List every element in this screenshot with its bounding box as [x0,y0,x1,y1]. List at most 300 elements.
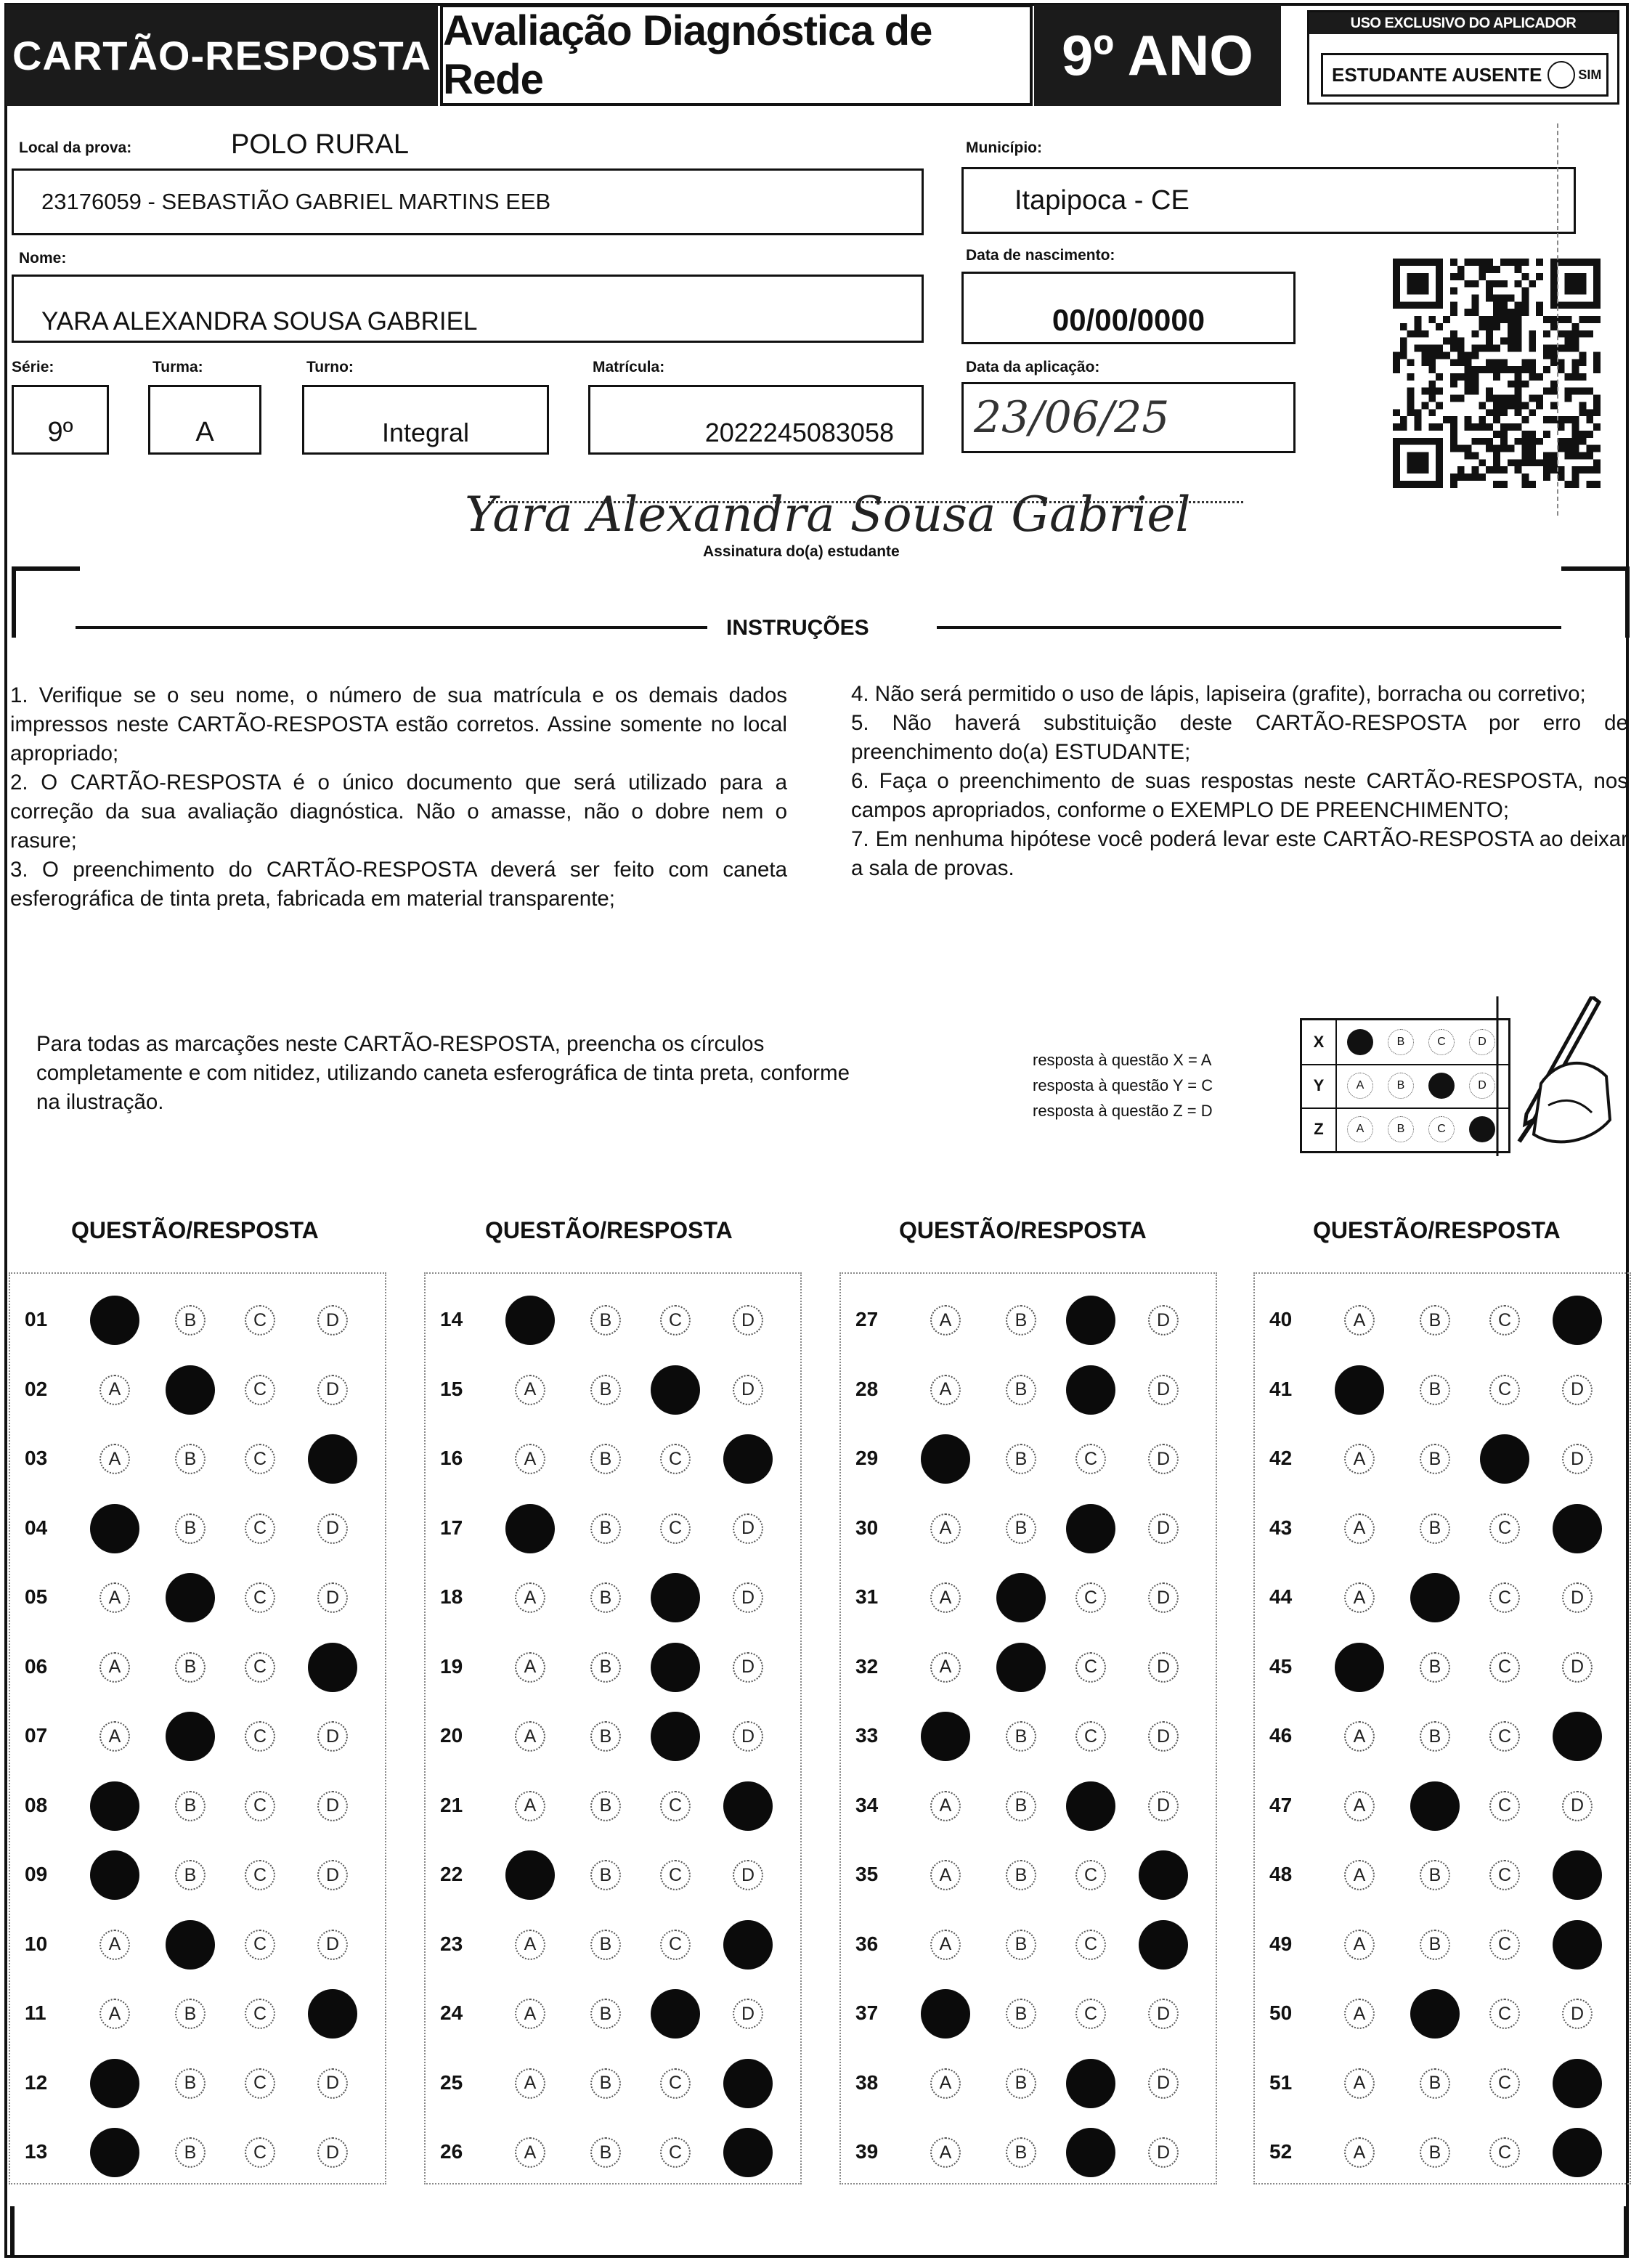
answer-bubble-b[interactable]: B [1420,2137,1450,2168]
answer-bubble-b[interactable]: B [175,2068,206,2099]
answer-bubble-d[interactable]: D [1148,1999,1179,2029]
answer-bubble-d[interactable]: D [1148,1791,1179,1821]
nascimento-label: Data de nascimento: [966,247,1115,264]
answer-bubble-a[interactable]: A [99,1652,130,1683]
answer-bubble-d[interactable]: D [733,1721,763,1752]
question-number: 49 [1269,1932,1293,1955]
instructions-right-column [851,680,1628,883]
question-number: 29 [855,1447,879,1469]
answer-bubble-c[interactable]: C [660,2137,691,2168]
answer-bubble-b[interactable]: B [590,1444,621,1474]
answer-bubble-c[interactable]: C [245,1375,275,1405]
question-number: 25 [440,2070,463,2094]
answer-bubble-d[interactable]: D [317,1860,348,1890]
question-number: 36 [855,1932,879,1955]
answer-bubble-a[interactable]: A [930,2137,961,2168]
answer-bubble-c[interactable] [1066,1296,1115,1345]
answer-bubble-b[interactable]: B [590,1721,621,1752]
answer-bubble-d[interactable]: D [317,2137,348,2168]
answer-bubble-d[interactable]: D [1148,2137,1179,2168]
answer-bubble-c[interactable]: C [1075,1444,1106,1474]
answer-bubble-b[interactable]: B [1420,1721,1450,1752]
example-question-label: Z [1302,1107,1337,1151]
question-number: 51 [1269,2070,1293,2094]
answer-bubble-c[interactable]: C [660,1305,691,1336]
answer-bubble-b[interactable]: B [175,1999,206,2029]
answer-bubble-b[interactable]: B [175,1860,206,1890]
municipio-field [961,167,1576,234]
answer-bubble-a[interactable]: A [930,2068,961,2099]
answer-bubble-c[interactable]: C [245,1999,275,2029]
signature-label: Assinatura do(a) estudante [703,543,900,560]
question-number: 19 [440,1654,463,1678]
answer-bubble-a[interactable] [90,2128,139,2177]
answer-bubble-b[interactable]: B [1006,1305,1036,1336]
question-number: 13 [25,2140,48,2163]
local-value: POLO RURAL [231,129,409,160]
question-number: 37 [855,2001,879,2024]
answer-bubble-a[interactable]: A [1344,1721,1375,1752]
answer-bubble-b[interactable]: B [175,1513,206,1544]
answer-bubble-c[interactable] [651,1573,700,1622]
answer-bubble-b[interactable] [166,1712,215,1761]
answer-bubble-d[interactable] [308,1989,357,2039]
answer-bubble-b[interactable]: B [1420,1652,1450,1683]
answer-bubble-a[interactable]: A [515,1582,545,1613]
answer-bubble-c[interactable]: C [1075,1721,1106,1752]
answer-bubble-d[interactable]: D [1562,1582,1593,1613]
answer-bubble-a[interactable] [90,1296,139,1345]
example-bubble-c: C [1428,1116,1455,1142]
question-number: 12 [25,2070,48,2094]
answer-bubble-a[interactable]: A [515,1652,545,1683]
answer-bubble-b[interactable]: B [1006,1999,1036,2029]
example-row [1302,1064,1508,1109]
answer-bubble-b[interactable] [1410,1781,1460,1831]
matricula-label: Matrícula: [593,359,665,375]
answer-bubble-d[interactable]: D [1148,1305,1179,1336]
answer-bubble-d[interactable]: D [1148,1582,1179,1613]
answer-bubble-c[interactable]: C [245,1305,275,1336]
answer-bubble-b[interactable]: B [590,2068,621,2099]
answer-bubble-b[interactable]: B [1420,1513,1450,1544]
answer-bubble-a[interactable]: A [99,1721,130,1752]
answer-bubble-b[interactable]: B [175,2137,206,2168]
serie-field [12,385,109,455]
answer-bubble-a[interactable]: A [515,1791,545,1821]
answer-bubble-a[interactable] [921,1434,970,1484]
answer-bubble-b[interactable]: B [1006,1860,1036,1890]
answer-bubble-d[interactable] [1553,1850,1602,1900]
answer-bubble-c[interactable] [651,1989,700,2039]
answer-bubble-b[interactable]: B [590,2137,621,2168]
example-line: resposta à questão Y = C [1033,1076,1213,1094]
question-number: 14 [440,1308,463,1330]
school-value: 23176059 - SEBASTIÃO GABRIEL MARTINS EEB [41,189,551,214]
answer-bubble-b[interactable]: B [1006,1444,1036,1474]
example-bubble-a: A [1347,1116,1373,1142]
answer-bubble-a[interactable] [921,1989,970,2039]
answer-bubble-d[interactable]: D [1148,2068,1179,2099]
answer-bubble-c[interactable]: C [1489,2137,1520,2168]
answer-bubble-d[interactable] [1553,2059,1602,2108]
answer-bubble-d[interactable] [723,2059,773,2108]
answer-bubble-c[interactable]: C [1489,1582,1520,1613]
answer-bubble-b[interactable] [166,1920,215,1970]
question-number: 23 [440,1932,463,1955]
instruction-item: 6. Faça o preenchimento de suas respostas neste CARTÃO-RESPOSTA, nos campos apropriados, conforme o EXEMPLO DE PREENCHIMENTO; [851,769,1628,822]
answer-bubble-b[interactable]: B [1006,1930,1036,1960]
answer-bubble-a[interactable] [90,1850,139,1900]
answer-bubble-c[interactable] [1480,1434,1529,1484]
answer-bubble-d[interactable]: D [733,1999,763,2029]
answer-bubble-b[interactable]: B [1420,1860,1450,1890]
instruction-item: 2. O CARTÃO-RESPOSTA é o único documento que será utilizado para a correção da sua avaliação diagnóstica. Não o amasse, não o dobre nem o rasure; [10,771,787,853]
question-number: 46 [1269,1724,1293,1747]
answer-bubble-a[interactable]: A [515,2137,545,2168]
question-number: 02 [25,1377,48,1400]
local-label: Local da prova: [19,139,132,156]
answer-bubble-d[interactable]: D [317,1513,348,1544]
column-header-3: QUESTÃO/RESPOSTA [899,1217,1147,1243]
aplicacao-value: 23/06/25 [974,392,1170,443]
question-number: 38 [855,2070,879,2094]
answer-bubble-a[interactable]: A [1344,2068,1375,2099]
answer-bubble-d[interactable]: D [317,1582,348,1613]
answer-bubble-c[interactable] [1066,2128,1115,2177]
instruction-item: 5. Não haverá substituição deste CARTÃO-RESPOSTA por erro de preenchimento do(a) ESTUDANTE; [851,711,1628,764]
answer-bubble-a[interactable]: A [1344,1444,1375,1474]
school-field [12,168,924,235]
answer-bubble-a[interactable] [90,2059,139,2108]
question-number: 34 [855,1793,879,1816]
answer-bubble-b[interactable]: B [1420,1444,1450,1474]
answer-bubble-d[interactable]: D [317,2068,348,2099]
answer-bubble-b[interactable]: B [1006,2068,1036,2099]
answer-bubble-c[interactable]: C [245,1791,275,1821]
question-number: 26 [440,2140,463,2163]
sheet-subtitle: Avaliação Diagnóstica de Rede [440,4,1033,106]
answer-bubble-c[interactable]: C [245,1513,275,1544]
municipio-value: Itapipoca - CE [1014,184,1189,216]
aplicacao-label: Data da aplicação: [966,359,1100,375]
answer-bubble-b[interactable]: B [175,1305,206,1336]
answer-bubble-a[interactable] [90,1781,139,1831]
question-number: 33 [855,1724,879,1747]
answer-bubble-a[interactable] [505,1850,555,1900]
answer-bubble-d[interactable]: D [733,1860,763,1890]
answer-bubble-d[interactable]: D [1562,1791,1593,1821]
answer-bubble-b[interactable]: B [590,1791,621,1821]
answer-bubble-d[interactable]: D [733,1652,763,1683]
instructions-title: INSTRUÇÕES [726,616,869,640]
question-number: 47 [1269,1793,1293,1816]
question-number: 16 [440,1447,463,1469]
qr-code [1393,257,1601,489]
question-number: 08 [25,1793,48,1816]
answer-bubble-c[interactable]: C [1489,1930,1520,1960]
pen-hand-icon [1490,996,1614,1156]
answer-bubble-b[interactable]: B [1006,2137,1036,2168]
turno-label: Turno: [306,359,354,375]
column-header-2: QUESTÃO/RESPOSTA [485,1217,733,1243]
answer-bubble-b[interactable]: B [175,1652,206,1683]
answer-bubble-d[interactable] [1553,1920,1602,1970]
answer-bubble-d[interactable]: D [317,1721,348,1752]
answer-bubble-d[interactable]: D [317,1305,348,1336]
answer-bubble-d[interactable] [1553,1296,1602,1345]
answer-bubble-a[interactable]: A [930,1930,961,1960]
answer-bubble-a[interactable]: A [1344,1582,1375,1613]
answer-bubble-b[interactable]: B [590,1582,621,1613]
answer-bubble-a[interactable]: A [1344,2137,1375,2168]
answer-bubble-a[interactable]: A [1344,1513,1375,1544]
answer-bubble-c[interactable]: C [1075,1860,1106,1890]
answer-bubble-d[interactable] [1553,2128,1602,2177]
answer-bubble-d[interactable] [1139,1850,1188,1900]
answer-bubble-b[interactable]: B [590,1930,621,1960]
answer-bubble-a[interactable]: A [515,1930,545,1960]
answer-bubble-c[interactable]: C [245,1652,275,1683]
aplicador-title: USO EXCLUSIVO DO APLICADOR [1309,12,1617,34]
answer-bubble-d[interactable]: D [733,1582,763,1613]
answer-bubble-d[interactable]: D [733,1305,763,1336]
question-number: 06 [25,1654,48,1678]
example-bubble-a [1347,1029,1373,1055]
answer-bubble-a[interactable]: A [515,1444,545,1474]
answer-bubble-a[interactable]: A [1344,1860,1375,1890]
question-number: 44 [1269,1585,1293,1608]
answer-bubble-a[interactable] [1335,1365,1384,1415]
answer-bubble-b[interactable] [996,1643,1046,1692]
example-line: resposta à questão Z = D [1033,1102,1213,1120]
question-number: 27 [855,1308,879,1330]
answer-bubble-c[interactable]: C [245,1860,275,1890]
example-bubble-b: B [1388,1073,1414,1099]
question-number: 28 [855,1377,879,1400]
answer-bubble-d[interactable]: D [317,1930,348,1960]
answer-bubble-a[interactable]: A [99,1375,130,1405]
answer-bubble-b[interactable]: B [175,1444,206,1474]
answer-bubble-a[interactable]: A [1344,1999,1375,2029]
answer-bubble-d[interactable]: D [1148,1375,1179,1405]
answer-bubble-b[interactable]: B [590,1860,621,1890]
answer-bubble-c[interactable]: C [660,1513,691,1544]
answer-bubble-d[interactable] [308,1643,357,1692]
answer-bubble-d[interactable] [723,2128,773,2177]
answer-bubble-c[interactable]: C [1489,1305,1520,1336]
answer-bubble-c[interactable]: C [245,1930,275,1960]
answer-bubble-c[interactable]: C [660,2068,691,2099]
answer-bubble-c[interactable] [1066,2059,1115,2108]
absent-bubble[interactable] [1548,61,1575,89]
question-number: 18 [440,1585,463,1608]
answer-bubble-b[interactable]: B [590,1652,621,1683]
answer-bubble-b[interactable]: B [1006,1513,1036,1544]
example-question-label: X [1302,1020,1337,1064]
answer-bubble-b[interactable] [166,1573,215,1622]
answer-bubble-c[interactable]: C [1489,1721,1520,1752]
answer-bubble-d[interactable]: D [1562,1375,1593,1405]
answer-bubble-d[interactable]: D [733,1513,763,1544]
answer-bubble-c[interactable]: C [245,2137,275,2168]
answer-bubble-b[interactable]: B [590,1999,621,2029]
answer-bubble-b[interactable]: B [590,1513,621,1544]
answer-bubble-b[interactable] [996,1573,1046,1622]
question-number: 45 [1269,1654,1293,1678]
answer-bubble-a[interactable]: A [930,1582,961,1613]
answer-bubble-b[interactable]: B [1006,1721,1036,1752]
answer-bubble-c[interactable]: C [245,1582,275,1613]
absent-field [1321,53,1609,97]
answer-bubble-c[interactable]: C [245,2068,275,2099]
answer-bubble-d[interactable]: D [1562,1652,1593,1683]
answer-bubble-b[interactable]: B [1420,1305,1450,1336]
answer-bubble-c[interactable]: C [660,1444,691,1474]
answer-bubble-d[interactable]: D [1148,1652,1179,1683]
turma-value: A [195,417,214,447]
answer-bubble-b[interactable] [1410,1989,1460,2039]
answer-bubble-c[interactable]: C [660,1860,691,1890]
question-number: 42 [1269,1447,1293,1469]
question-number: 30 [855,1516,879,1539]
instruction-item: 3. O preenchimento do CARTÃO-RESPOSTA deverá ser feito com caneta esferográfica de tinta preta, fabricada em material transparente; [10,858,787,911]
answer-bubble-a[interactable]: A [515,1375,545,1405]
answer-bubble-d[interactable]: D [1148,1444,1179,1474]
answer-bubble-c[interactable]: C [660,1791,691,1821]
answer-bubble-a[interactable]: A [930,1860,961,1890]
absent-label: ESTUDANTE AUSENTE [1332,63,1542,86]
answer-bubble-a[interactable]: A [99,1444,130,1474]
answer-bubble-d[interactable] [1553,1504,1602,1553]
nome-label: Nome: [19,250,67,267]
answer-bubble-c[interactable]: C [1489,1513,1520,1544]
answer-bubble-c[interactable] [1066,1781,1115,1831]
question-number: 43 [1269,1516,1293,1539]
answer-bubble-a[interactable]: A [930,1375,961,1405]
municipio-label: Município: [966,139,1042,156]
answer-bubble-c[interactable]: C [1489,1860,1520,1890]
answer-bubble-d[interactable]: D [1148,1513,1179,1544]
matricula-field [588,385,924,455]
answer-bubble-a[interactable]: A [1344,1305,1375,1336]
question-number: 50 [1269,2001,1293,2024]
answer-bubble-b[interactable]: B [1420,1375,1450,1405]
answer-bubble-d[interactable] [723,1781,773,1831]
serie-value: 9º [47,417,73,447]
answer-bubble-a[interactable] [921,1712,970,1761]
answer-bubble-a[interactable]: A [99,1930,130,1960]
example-bubble-a: A [1347,1073,1373,1099]
answer-bubble-c[interactable]: C [1075,1582,1106,1613]
answer-bubble-a[interactable]: A [930,1513,961,1544]
answer-bubble-c[interactable] [651,1365,700,1415]
answer-bubble-c[interactable]: C [1489,1999,1520,2029]
question-number: 31 [855,1585,879,1608]
answer-bubble-c[interactable] [651,1643,700,1692]
answer-bubble-d[interactable] [723,1434,773,1484]
answer-bubble-b[interactable]: B [1006,1375,1036,1405]
question-number: 41 [1269,1377,1293,1400]
question-number: 22 [440,1863,463,1885]
column-header-4: QUESTÃO/RESPOSTA [1313,1217,1561,1243]
answer-bubble-a[interactable]: A [99,1582,130,1613]
answer-bubble-c[interactable] [1066,1365,1115,1415]
answer-bubble-a[interactable]: A [515,1721,545,1752]
answer-bubble-a[interactable] [505,1296,555,1345]
answer-bubble-d[interactable]: D [733,1375,763,1405]
turma-field [148,385,261,455]
answer-bubble-c[interactable]: C [660,1930,691,1960]
answer-bubble-c[interactable]: C [1075,1930,1106,1960]
question-number: 39 [855,2140,879,2163]
question-number: 01 [25,1308,48,1330]
answer-bubble-c[interactable]: C [1075,1652,1106,1683]
answer-bubble-d[interactable] [723,1920,773,1970]
answer-bubble-a[interactable]: A [515,1999,545,2029]
answer-bubble-c[interactable] [1066,1504,1115,1553]
answer-bubble-d[interactable] [1553,1712,1602,1761]
answer-bubble-b[interactable]: B [1420,1930,1450,1960]
answer-bubble-c[interactable]: C [245,1444,275,1474]
answer-bubble-a[interactable]: A [930,1305,961,1336]
answer-bubble-c[interactable]: C [1489,1375,1520,1405]
example-legend [1033,1047,1213,1123]
answer-bubble-b[interactable]: B [590,1305,621,1336]
registration-mark-top-right [1561,566,1630,638]
answer-bubble-a[interactable]: A [1344,1791,1375,1821]
answer-bubble-b[interactable]: B [1420,2068,1450,2099]
answer-bubble-a[interactable]: A [99,1999,130,2029]
answer-bubble-c[interactable] [651,1712,700,1761]
answer-bubble-a[interactable]: A [930,1652,961,1683]
instruction-item: 4. Não será permitido o uso de lápis, lapiseira (grafite), borracha ou corretivo; [851,682,1586,706]
nascimento-value: 00/00/0000 [1052,303,1205,337]
example-line: resposta à questão X = A [1033,1051,1212,1069]
answer-bubble-c[interactable]: C [1489,2068,1520,2099]
answer-bubble-b[interactable] [166,1365,215,1415]
example-bubble-c: C [1428,1029,1455,1055]
answer-bubble-a[interactable] [505,1504,555,1553]
question-number: 09 [25,1863,48,1885]
answer-bubble-a[interactable]: A [515,2068,545,2099]
answer-bubble-b[interactable]: B [175,1791,206,1821]
answer-bubble-b[interactable]: B [1006,1791,1036,1821]
answer-bubble-c[interactable]: C [1489,1791,1520,1821]
answer-bubble-a[interactable] [90,1504,139,1553]
answer-bubble-d[interactable]: D [317,1791,348,1821]
absent-option: SIM [1578,67,1602,82]
answer-bubble-b[interactable] [1410,1573,1460,1622]
question-number: 11 [25,2001,46,2024]
answer-bubble-c[interactable]: C [245,1721,275,1752]
answer-bubble-a[interactable]: A [1344,1930,1375,1960]
answer-bubble-a[interactable] [1335,1643,1384,1692]
answer-bubble-b[interactable]: B [590,1375,621,1405]
example-question-label: Y [1302,1064,1337,1107]
answer-bubble-d[interactable]: D [1562,1999,1593,2029]
turma-label: Turma: [152,359,203,375]
registration-mark-top-left [12,566,80,638]
answer-bubble-d[interactable]: D [1148,1721,1179,1752]
answer-bubble-d[interactable]: D [317,1375,348,1405]
answer-bubble-c[interactable]: C [1489,1652,1520,1683]
answer-bubble-d[interactable]: D [1562,1444,1593,1474]
answer-bubble-d[interactable] [1139,1920,1188,1970]
answer-bubble-a[interactable]: A [930,1791,961,1821]
answer-bubble-c[interactable]: C [1075,1999,1106,2029]
answer-bubble-d[interactable] [308,1434,357,1484]
